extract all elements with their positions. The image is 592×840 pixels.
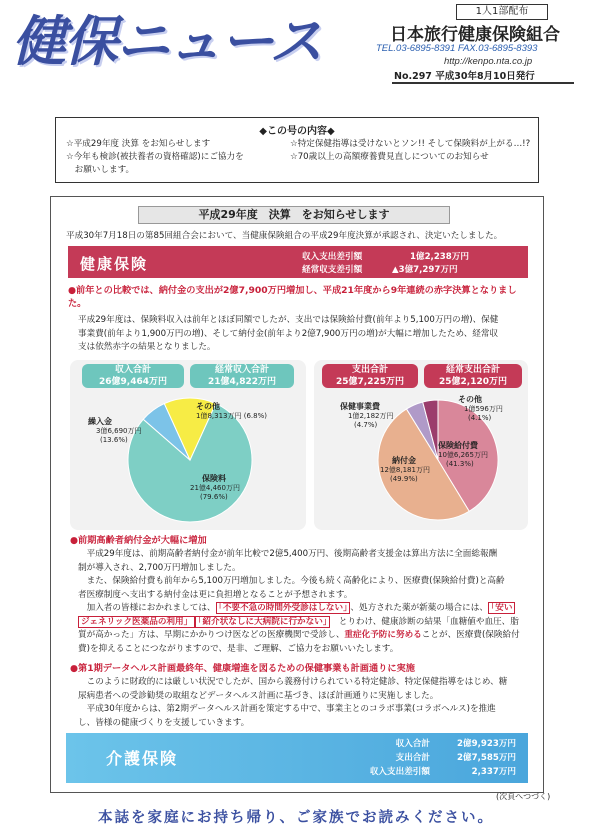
expense-label-nofu-pct: (49.9%)	[390, 475, 418, 483]
divider	[392, 82, 574, 84]
sec3-body	[78, 676, 530, 730]
income-label-other-amt: 1億8,313万円 (6.8%)	[196, 412, 267, 420]
expense-label-kyufu-pct: (41.3%)	[446, 460, 474, 468]
text: 加入者の皆様におかれましては、	[78, 603, 216, 613]
expense-label-nofu: 納付金	[392, 456, 416, 465]
footer-message: 本誌を家庭にお持ち帰り、ご家族でお読みください。	[98, 810, 494, 826]
income-head2	[190, 364, 294, 388]
toc-item: ☆平成29年度 決算 をお知らせします	[66, 139, 211, 149]
kaigo-row	[300, 765, 516, 779]
issue-info: No.297 平成30年8月10日発行	[394, 71, 535, 82]
kaigo-value: 2億9,923万円	[457, 739, 516, 749]
income-label-kurire-pct: (13.6%)	[100, 436, 128, 444]
body-line: 平成29年度は、保険料収入は前年とほぼ同額でしたが、支出では保険給付費(前年より5,100万円の増)、保健	[78, 315, 499, 325]
expense-head2	[424, 364, 522, 388]
income-label-hoken-amt: 21億4,460万円	[190, 484, 240, 492]
body-line: 制が導入され、2,700万円増加しました。	[78, 562, 241, 573]
toc-item: ☆今年も検診(被扶養者の資格確認)にご協力を	[66, 152, 244, 162]
expense-label-nofu-amt: 12億8,181万円	[380, 466, 430, 474]
kaigo-label: 支出合計	[395, 753, 430, 763]
expense-label-other-amt: 1億596万円	[464, 405, 503, 413]
income-head1	[82, 364, 184, 388]
body-line: このように財政的には厳しい状況でしたが、国から義務付けられている特定健診、特定保健指導をはじめ、糖	[78, 677, 508, 687]
text: ことが、医療費(保険給付	[421, 630, 520, 640]
text: とりわけ、健康診断の結果「血糖値や血圧、脂	[330, 616, 519, 627]
highlight: ジェネリック医薬品の利用」	[78, 616, 195, 628]
toc-item: お願いします。	[66, 165, 135, 175]
kaigo-title: 介護保険	[106, 749, 179, 768]
toc-right	[290, 138, 530, 164]
kessan-intro: 平成30年7月18日の第85回組合会において、当健康保険組合の平成29年度決算が承認され、決定いたしました。	[66, 231, 503, 241]
body-line	[78, 629, 530, 643]
expense-label-other-pct: (4.1%)	[468, 414, 492, 422]
expense-label-kyufu-amt: 10億6,265万円	[438, 451, 488, 459]
toc-title: ◆この号の内容◆	[259, 126, 335, 137]
toc-item: ☆特定保健指導は受けないとソン!! そして保険料が上がる…!?	[290, 139, 531, 149]
kenko-body	[78, 314, 498, 355]
body-line: また、保険給付費も前年から5,100万円増加しました。今後も続く高齢化により、医療費(保険給付費)と高齢	[78, 576, 505, 586]
sec3-title: ●第1期データヘルス計画最終年、健康増進を図るための保健事業も計画通りに実施	[70, 663, 415, 674]
kaigo-row	[300, 737, 516, 751]
continued-note: (次頁へつづく)	[496, 792, 551, 801]
body-line: 事業費(前年より1,900万円の増)、そして納付金(前年より2億7,900万円の増)が大幅に増加したため、経常収	[78, 328, 499, 339]
income-head2-label: 経常収入合計	[214, 365, 269, 375]
highlight: 重症化予防に努める	[344, 630, 422, 640]
body-line	[78, 602, 530, 616]
expense-head1	[322, 364, 418, 388]
income-label-kurire-amt: 3億6,690万円	[96, 427, 142, 435]
kessan-title: 平成29年度 決算 をお知らせします	[138, 206, 450, 224]
org-name: 日本旅行健康保険組合	[390, 25, 560, 45]
distribution-note: 1人1部配布	[456, 4, 548, 20]
toc-item: ☆70歳以上の高額療養費見直しについてのお知らせ	[290, 152, 489, 162]
kaigo-label: 収入合計	[395, 739, 430, 749]
income-label-hoken-pct: (79.6%)	[200, 493, 228, 501]
expense-head2-label: 経常支出合計	[445, 365, 500, 375]
body-line: 費)を抑えることにつながりますので、是非、ご理解、ご協力をお願いいたします。	[78, 643, 399, 654]
kaigo-value: 2,337万円	[471, 767, 516, 777]
expense-label-hoken-amt: 1億2,182万円	[348, 412, 394, 420]
income-head1-label: 収入合計	[114, 365, 151, 375]
balance-label: 経常収支差引額	[302, 265, 363, 275]
kenko-headline: ●前年との比較では、納付金の支出が2億7,900万円増加し、平成21年度から9年連続の赤字決算となりました。	[68, 285, 517, 309]
income-label-kurire: 繰入金	[88, 417, 112, 426]
income-label-hoken: 保険料	[202, 474, 226, 483]
income-total-value: 26億9,464万円	[99, 377, 167, 387]
body-line: 平成29年度は、前期高齢者納付金が前年比較で2億5,400万円、後期高齢者支援金は算出方法に全面総報酬	[78, 549, 498, 559]
expense-head1-label: 支出合計	[351, 365, 388, 375]
body-line: 平成30年度からは、第2期データヘルス計画を策定する中で、事業主とのコラボ事業(コラボヘルス)を推進	[78, 704, 496, 714]
balance-value: ▲3億7,297万円	[392, 265, 458, 275]
kaigo-row	[300, 751, 516, 765]
surplus-value: 1億2,238万円	[410, 252, 469, 262]
kenko-title: 健康保険	[80, 255, 149, 273]
income-ordinary-value: 21億4,822万円	[208, 377, 276, 387]
sec2-body	[78, 548, 530, 656]
body-line: し、皆様の健康づくりを支援していきます。	[78, 717, 250, 728]
kaigo-figures	[300, 737, 516, 779]
expense-total-value: 25億7,225万円	[336, 377, 404, 387]
kaigo-value: 2億7,585万円	[457, 753, 516, 763]
expense-label-hoken: 保健事業費	[340, 402, 380, 411]
body-line: 者医療制度へ支出する納付金は更に負担増となることが予想されます。	[78, 589, 353, 600]
text: 質が高かった」方は、早期にかかりつけ医などの医療機関で受診し、	[78, 630, 345, 640]
toc-left	[66, 138, 244, 177]
body-line: 支は依然赤字の結果となりました。	[78, 342, 216, 352]
expense-label-hoken-pct: (4.7%)	[354, 421, 378, 429]
income-label-other: その他	[196, 402, 220, 411]
org-url[interactable]: http://kenpo.nta.co.jp	[444, 56, 533, 67]
highlight: 「紹介状なしに大病院に行かない」	[195, 616, 330, 628]
text: 、処方された薬が新薬の場合には、	[350, 603, 488, 613]
expense-label-other: その他	[458, 395, 482, 404]
highlight: 「不要不急の時間外受診はしない」	[216, 602, 351, 614]
table-of-contents	[55, 117, 539, 183]
expense-label-kyufu: 保険給付費	[438, 441, 478, 450]
body-line: 尿病患者への受診勧奨の取組などデータヘルス計画に基づき、ほぼ計画通りに実施しました。	[78, 690, 439, 701]
surplus-label: 収入支出差引額	[302, 252, 363, 262]
contact-tel: TEL.03-6895-8391 FAX.03-6895-8393	[376, 43, 538, 54]
body-line	[78, 616, 530, 630]
kaigo-label: 収入支出差引額	[369, 767, 430, 777]
highlight: 「安い	[488, 602, 515, 614]
expense-ordinary-value: 25億2,120万円	[439, 377, 507, 387]
masthead-title: 健保ニュース	[12, 9, 322, 73]
sec2-title: ●前期高齢者納付金が大幅に増加	[70, 535, 207, 546]
